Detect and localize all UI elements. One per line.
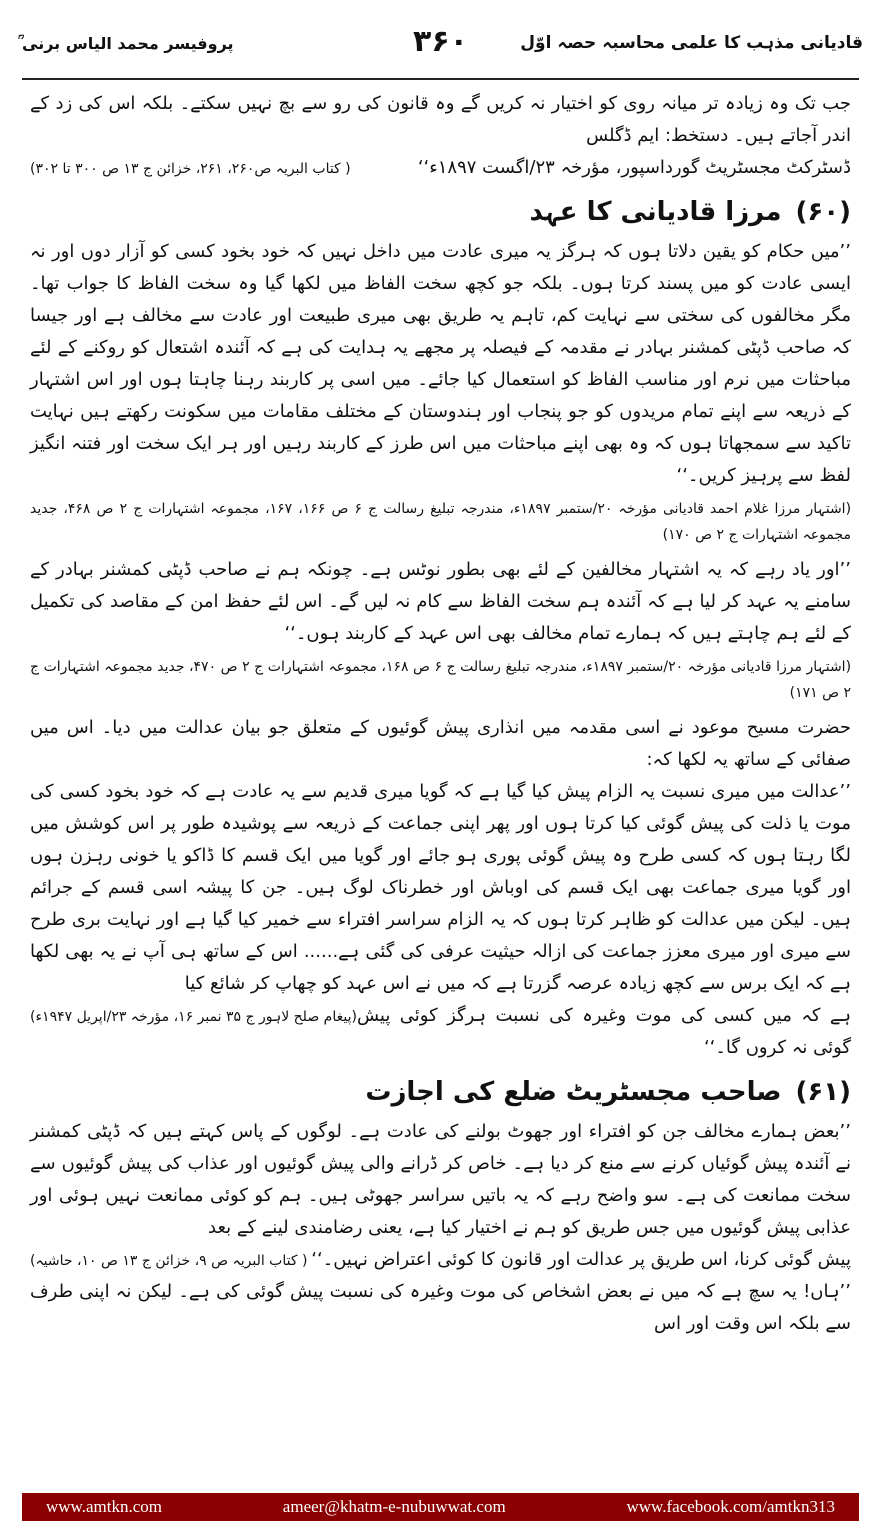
paragraph-6-last: پیش گوئی کرنا، اس طریق پر عدالت اور قانون کا کوئی اعتراض نہیں۔‘‘ (311, 1249, 851, 1270)
reference-5: ( کتاب البریہ ص ۹، خزائن ج ۱۳ ص ۱۰، حاشیہ) (30, 1253, 308, 1269)
reference-3: (اشتہار مرزا قادیانی مؤرخہ ۲۰/ستمبر ۱۸۹۷ء، مندرجہ تبلیغ رسالت ج ۶ ص ۱۶۸، مجموعہ اشتہارات ج ۲ ص ۴۷۰، جدید مجموعہ اشتہارات ج ۲ ص ۱۷۱) (30, 659, 852, 701)
footer-facebook-link[interactable]: www.facebook.com/amtkn313 (626, 1497, 835, 1516)
paragraph-1: جب تک وہ زیادہ تر میانہ روی کو اختیار نہ کریں گے وہ قانون کی رو سے بچ نہیں سکتے۔ بلکہ اس کی زد کے اندر آجاتے ہیں۔ دستخط: ایم ڈگلس (30, 93, 851, 146)
paragraph-6: ’’بعض ہمارے مخالف جن کو افتراء اور جھوٹ بولنے کی عادت ہے۔ لوگوں کے پاس کہتے ہیں کہ ڈپٹی کمشنر نے آئندہ پیش گوئیاں کرنے سے منع کر دیا ہے۔ خاص کر ڈرانے والی پیش گوئیوں اور عذاب کی پیش گوئیوں سے سخت ممانعت کی ہے۔ سو واضح رہے کہ یہ باتیں سراسر جھوٹی ہیں۔ ہم کو کوئی ممانعت نہیں ہوئی اور عذابی پیش گوئیوں میں جس طریق کو ہم نے اختیار کیا ہے، یعنی رضامندی لینے کے بعد (30, 1121, 851, 1238)
header-divider (22, 78, 859, 80)
reference-4: (پیغام صلح لاہور ج ۳۵ نمبر ۱۶، مؤرخہ ۲۳/اپریل ۱۹۴۷ء) (30, 1009, 357, 1025)
footer-email-link[interactable]: ameer@khatm-e-nubuwwat.com (282, 1497, 506, 1516)
paragraph-6-end (30, 1244, 851, 1276)
paragraph-5-last: ہے کہ میں کسی کی موت وغیرہ کی نسبت ہرگز کوئی پیش گوئی نہ کروں گا۔‘‘ (356, 1005, 851, 1058)
section-heading-60 (30, 192, 851, 232)
reference-1: ( کتاب البریہ ص۲۶۰، ۲۶۱، خزائن ج ۱۳ ص ۳۰۰ تا ۳۰۲) (30, 161, 351, 177)
paragraph-4: حضرت مسیح موعود نے اسی مقدمہ میں انذاری پیش گوئیوں کے متعلق جو بیان عدالت میں دیا۔ اس میں صفائی کے ساتھ یہ لکھا کہ: (30, 717, 851, 770)
paragraph-3: ’’اور یاد رہے کہ یہ اشتہار مخالفین کے لئے بھی بطور نوٹس ہے۔ چونکہ ہم نے صاحب ڈپٹی کمشنر بہادر کے سامنے یہ عہد کر لیا ہے کہ آئندہ ہم سخت الفاظ سے کام نہ لیں گے۔ اس لئے حفظ امن کے مقاصد کی تکمیل کے لئے ہم چاہتے ہیں کہ ہمارے تمام مخالف بھی اس عہد کے کاربند ہوں۔‘‘ (30, 559, 851, 644)
page-number: ۳۶۰ (413, 24, 468, 59)
paragraph-1-end (30, 152, 851, 184)
page-body (30, 88, 851, 1340)
section-title-61: صاحب مجسٹریٹ ضلع کی اجازت (365, 1077, 782, 1107)
page-header (18, 10, 863, 70)
paragraph-7: ’’ہاں! یہ سچ ہے کہ میں نے بعض اشخاص کی موت وغیرہ کی نسبت پیش گوئی کی ہے۔ لیکن نہ اپنی طرف سے بلکہ اس وقت اور اس (30, 1281, 851, 1334)
section-heading-61 (30, 1072, 851, 1112)
book-title: قادیانی مذہب کا علمی محاسبہ حصہ اوّل (520, 33, 863, 53)
paragraph-5-end (30, 1000, 851, 1064)
footer-website-link[interactable]: www.amtkn.com (46, 1497, 162, 1516)
reference-2: (اشتہار مرزا غلام احمد قادیانی مؤرخہ ۲۰/ستمبر ۱۸۹۷ء، مندرجہ تبلیغ رسالت ج ۶ ص ۱۶۶، ۱۶۷، مجموعہ اشتہارات ج ۲ ص ۴۶۸، جدید مجموعہ اشتہارات ج ۲ ص ۱۷۰) (30, 501, 852, 543)
paragraph-2: ’’میں حکام کو یقین دلاتا ہوں کہ ہرگز یہ میری عادت میں داخل نہیں کہ خود بخود کسی کو آزار دوں اور نہ ایسی عادت کو میں پسند کرتا ہوں۔ بلکہ جو کچھ سخت الفاظ میں لکھا گیا وہ سخت الفاظ کا جواب تھا۔ مگر مخالفوں کی سختی سے نہایت کم، تاہم یہ طریق بھی میری طبیعت اور عادت سے مخالف ہے اور جیسا کہ صاحب ڈپٹی کمشنر بہادر نے مقدمہ کے فیصلہ پر مجھے یہ ہدایت کی ہے کہ آئندہ اشتعال کو روکنے کے لئے مباحثات میں نرم اور مناسب الفاظ کو استعمال کیا جائے۔ میں اسی پر کاربند رہنا چاہتا ہوں اور اس اشتہار کے ذریعہ سے اپنے تمام مریدوں کو جو پنجاب اور ہندوستان کے مختلف مقامات میں سکونت رکھتے ہیں نہایت تاکید سے سمجھاتا ہوں کہ وہ بھی اپنے مباحثات میں اس طرز کے کاربند رہیں اور ہر ایک سخت اور فتنہ انگیز لفظ سے پرہیز کریں۔‘‘ (30, 241, 851, 486)
page-footer (22, 1493, 859, 1521)
section-title-60: مرزا قادیانی کا عہد (529, 197, 782, 227)
paragraph-1-line2: ڈسٹرکٹ مجسٹریٹ گورداسپور، مؤرخہ ۲۳/اگست ۱۸۹۷ء‘‘ (417, 157, 851, 178)
section-number-61: (۶۱) (795, 1077, 851, 1107)
section-number-60: (۶۰) (795, 197, 851, 227)
paragraph-5: ’’عدالت میں میری نسبت یہ الزام پیش کیا گیا ہے کہ گویا میری قدیم سے یہ عادت ہے کہ خود بخود کسی کی موت یا ذلت کی پیش گوئی کیا کرتا ہوں اور پھر اپنی جماعت کے ذریعہ سے پوشیدہ طور پر اس کوشش میں لگا رہتا ہوں کہ کسی طرح وہ پیش گوئی پوری ہو جائے اور گویا میں ایک قسم کا ڈاکو یا خونی رہزن ہوں اور گویا میری جماعت بھی ایک قسم کی اوباش اور خطرناک لوگ ہیں۔ جن کا پیشہ اسی قسم کے جرائم ہیں۔ لیکن میں عدالت کو ظاہر کرتا ہوں کہ یہ الزام سراسر افتراء سے خمیر کیا گیا ہے اور نہایت بری طرح سے میری اور میری معزز جماعت کی ازالہ حیثیت عرفی کی گئی ہے...... اس کے ساتھ ہی آپ نے یہ بھی لکھا ہے کہ ایک برس سے کچھ زیادہ عرصہ گزرتا ہے کہ میں نے اس عہد کو چھاپ کر شائع کیا (30, 781, 851, 994)
author-name: پروفیسر محمد الیاس برنی ؒ (18, 34, 234, 53)
